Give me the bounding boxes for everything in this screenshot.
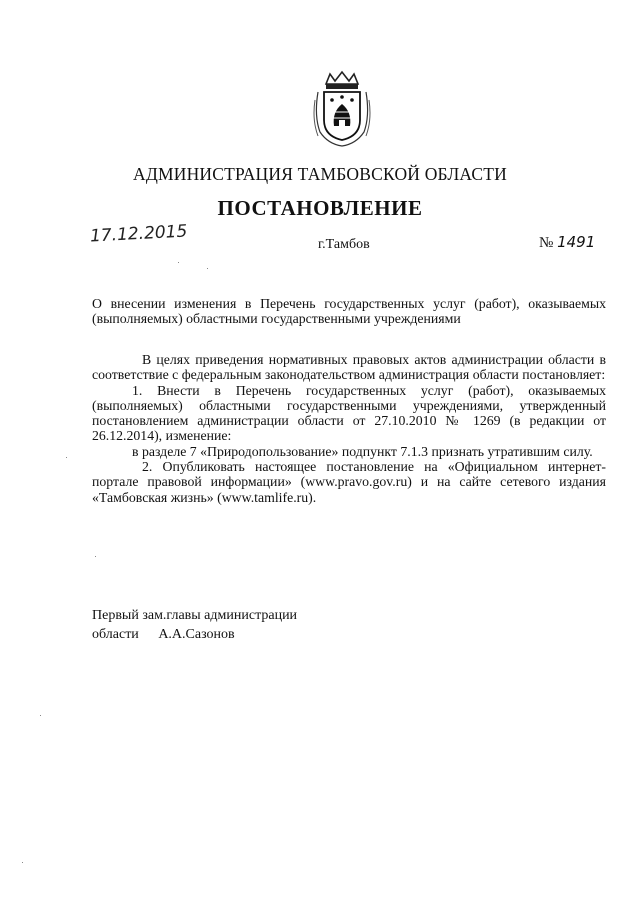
coat-of-arms-icon — [312, 70, 372, 148]
item-1-change-paragraph: в разделе 7 «Природопользование» подпункт 7.1.3 признать утратившим силу. — [132, 443, 593, 459]
city-label: г.Тамбов — [318, 237, 370, 252]
handwritten-date: 17.12.2015 — [89, 221, 188, 247]
signatory-line — [92, 627, 235, 643]
handwritten-number: 1491 — [557, 233, 596, 251]
item-1-paragraph: 1. Внести в Перечень государственных услуг (работ), оказываемых (выполняемых) областными государственными учреждениями, утвержденный постановлением администрации области от 27.10.2010 № 1269 (в редакции от 26.12.2014), изменение: — [92, 382, 606, 444]
item-2-paragraph: 2. Опубликовать настоящее постановление на «Официальном интернет-портале правовой информации» (www.pravo.gov.ru) и на сайте сетевого издания «Тамбовская жизнь» (www.tamlife.ru). — [92, 459, 606, 505]
signatory-position-cont: области — [92, 627, 139, 642]
issuing-authority: АДМИНИСТРАЦИЯ ТАМБОВСКОЙ ОБЛАСТИ — [133, 164, 507, 184]
signatory-name: А.А.Сазонов — [158, 627, 235, 642]
scan-speck — [22, 862, 23, 863]
signatory-position: Первый зам.главы администрации — [92, 608, 298, 623]
scan-speck — [40, 715, 41, 716]
number-sign: № — [539, 235, 554, 251]
scan-speck — [66, 457, 67, 458]
document-number — [539, 233, 595, 252]
document-body — [92, 352, 606, 505]
document-type-title: ПОСТАНОВЛЕНИЕ — [217, 196, 423, 220]
scan-speck — [95, 556, 96, 557]
document-subject: О внесении изменения в Перечень государственных услуг (работ), оказываемых (выполняемых) областными государственными учреждениями — [92, 296, 606, 326]
scan-speck — [178, 262, 179, 263]
preamble-paragraph: В целях приведения нормативных правовых актов администрации области в соответствие с федеральным законодательством администрация области постановляет: — [92, 352, 606, 383]
scan-speck — [207, 268, 208, 269]
